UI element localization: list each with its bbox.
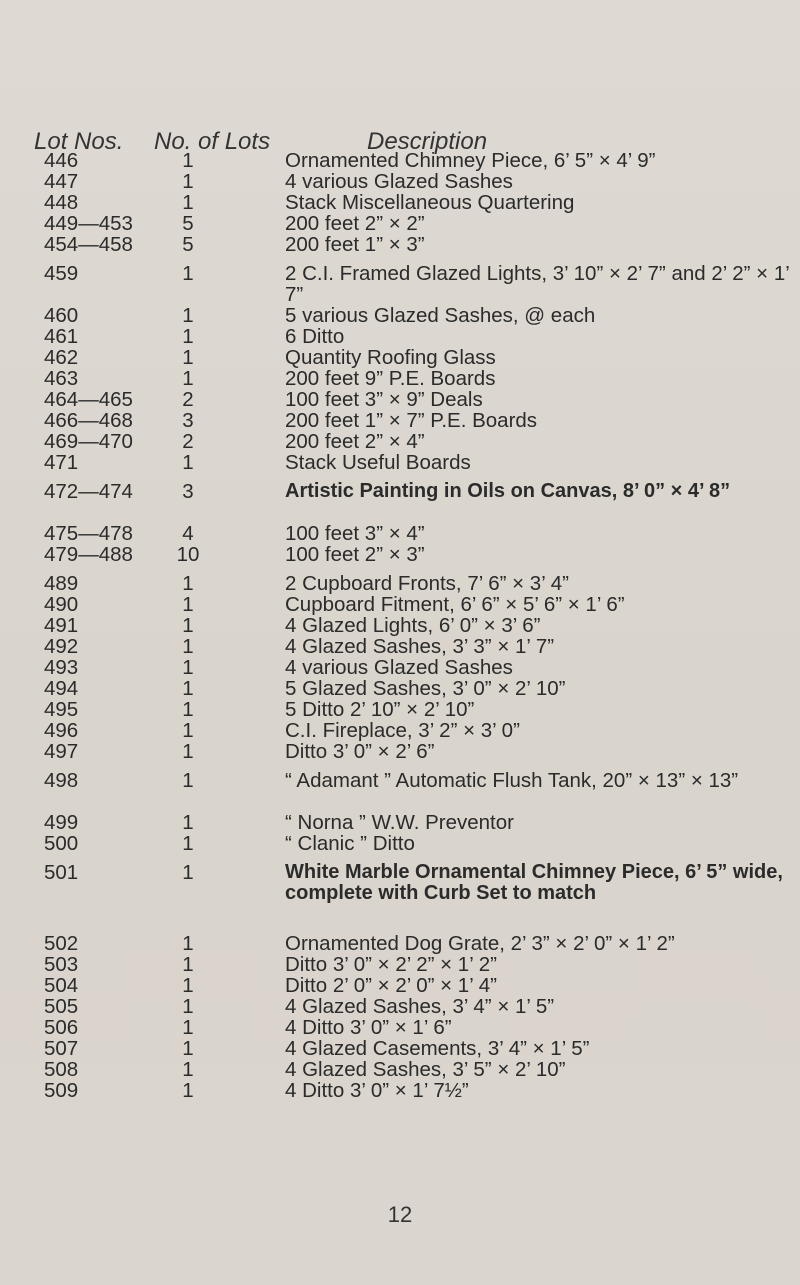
lot-row bbox=[0, 544, 800, 565]
lot-description: Ditto 2’ 0” × 2’ 0” × 1’ 4” bbox=[285, 974, 497, 997]
lot-number: 459 bbox=[44, 262, 79, 285]
lot-quantity: 1 bbox=[182, 1037, 194, 1060]
lot-number: 466—468 bbox=[44, 409, 133, 432]
lot-description: Stack Miscellaneous Quartering bbox=[285, 191, 575, 214]
lot-number: 501 bbox=[44, 861, 79, 884]
lot-description: Quantity Roofing Glass bbox=[285, 346, 496, 369]
lot-quantity: 1 bbox=[182, 304, 194, 327]
lot-description: 200 feet 1” × 3” bbox=[285, 233, 425, 256]
lot-description: “ Norna ” W.W. Preventor bbox=[285, 811, 514, 834]
lot-description: 2 Cupboard Fronts, 7’ 6” × 3’ 4” bbox=[285, 572, 569, 595]
lot-quantity: 1 bbox=[182, 932, 194, 955]
lot-number: 461 bbox=[44, 325, 79, 348]
lot-number: 509 bbox=[44, 1079, 79, 1102]
lot-row bbox=[0, 1038, 800, 1059]
lot-description: Artistic Painting in Oils on Canvas, 8’ 0” × 4’ 8” bbox=[285, 480, 731, 502]
lot-number: 506 bbox=[44, 1016, 79, 1039]
lot-description: 4 Glazed Sashes, 3’ 3” × 1’ 7” bbox=[285, 635, 555, 658]
lot-quantity: 1 bbox=[182, 635, 194, 658]
lot-row bbox=[0, 431, 800, 452]
lot-row bbox=[0, 636, 800, 657]
lot-quantity: 10 bbox=[176, 543, 200, 566]
lot-number: 493 bbox=[44, 656, 79, 679]
lot-description: 100 feet 3” × 9” Deals bbox=[285, 388, 483, 411]
lot-description: White Marble Ornamental Chimney Piece, 6’ 5” wide, complete with Curb Set to match bbox=[285, 861, 783, 904]
lot-quantity: 5 bbox=[182, 233, 194, 256]
lot-number: 454—458 bbox=[44, 233, 133, 256]
lot-description: 100 feet 2” × 3” bbox=[285, 543, 425, 566]
lot-quantity: 4 bbox=[182, 522, 194, 545]
lot-row bbox=[0, 975, 800, 996]
lot-quantity: 1 bbox=[182, 995, 194, 1018]
lot-description: Ditto 3’ 0” × 2’ 2” × 1’ 2” bbox=[285, 953, 497, 976]
lot-number: 505 bbox=[44, 995, 79, 1018]
lot-row bbox=[0, 192, 800, 213]
lot-number: 448 bbox=[44, 191, 79, 214]
lot-number: 491 bbox=[44, 614, 79, 637]
lot-number: 460 bbox=[44, 304, 79, 327]
lot-quantity: 1 bbox=[182, 656, 194, 679]
lot-list bbox=[0, 150, 800, 1101]
lot-row bbox=[0, 657, 800, 678]
lot-number: 463 bbox=[44, 367, 79, 390]
header-lot-nos: Lot Nos. bbox=[34, 128, 124, 155]
lot-number: 490 bbox=[44, 593, 79, 616]
lot-description: 6 Ditto bbox=[285, 325, 345, 348]
lot-row bbox=[0, 213, 800, 234]
lot-row bbox=[0, 741, 800, 762]
lot-number: 507 bbox=[44, 1037, 79, 1060]
lot-row bbox=[0, 1059, 800, 1080]
lot-quantity: 1 bbox=[182, 953, 194, 976]
lot-row bbox=[0, 678, 800, 699]
lot-row bbox=[0, 1080, 800, 1101]
lot-number: 479—488 bbox=[44, 543, 133, 566]
lot-row bbox=[0, 862, 800, 925]
lot-description: Ditto 3’ 0” × 2’ 6” bbox=[285, 740, 435, 763]
lot-description: 5 various Glazed Sashes, @ each bbox=[285, 304, 596, 327]
lot-number: 503 bbox=[44, 953, 79, 976]
lot-row bbox=[0, 833, 800, 854]
lot-description: 4 Glazed Sashes, 3’ 4” × 1’ 5” bbox=[285, 995, 555, 1018]
lot-number: 508 bbox=[44, 1058, 79, 1081]
lot-number: 496 bbox=[44, 719, 79, 742]
lot-number: 447 bbox=[44, 170, 79, 193]
lot-row bbox=[0, 263, 800, 305]
lot-quantity: 1 bbox=[182, 861, 194, 884]
lot-description: 200 feet 2” × 2” bbox=[285, 212, 425, 235]
lot-quantity: 1 bbox=[182, 974, 194, 997]
lot-quantity: 2 bbox=[182, 430, 194, 453]
lot-description: Ornamented Chimney Piece, 6’ 5” × 4’ 9” bbox=[285, 149, 656, 172]
lot-number: 492 bbox=[44, 635, 79, 658]
lot-row bbox=[0, 410, 800, 431]
lot-quantity: 1 bbox=[182, 572, 194, 595]
lot-number: 469—470 bbox=[44, 430, 133, 453]
lot-number: 502 bbox=[44, 932, 79, 955]
lot-quantity: 1 bbox=[182, 325, 194, 348]
lot-row bbox=[0, 150, 800, 171]
lot-number: 499 bbox=[44, 811, 79, 834]
lot-number: 494 bbox=[44, 677, 79, 700]
lot-description: 200 feet 1” × 7” P.E. Boards bbox=[285, 409, 538, 432]
lot-description: 4 Ditto 3’ 0” × 1’ 6” bbox=[285, 1016, 452, 1039]
lot-quantity: 1 bbox=[182, 811, 194, 834]
page-number: 12 bbox=[387, 1202, 413, 1227]
lot-row bbox=[0, 996, 800, 1017]
lot-number: 462 bbox=[44, 346, 79, 369]
lot-row bbox=[0, 954, 800, 975]
lot-row bbox=[0, 699, 800, 720]
lot-number: 498 bbox=[44, 769, 79, 792]
lot-description: 5 Ditto 2’ 10” × 2’ 10” bbox=[285, 698, 475, 721]
lot-quantity: 1 bbox=[182, 191, 194, 214]
lot-row bbox=[0, 1017, 800, 1038]
lot-number: 489 bbox=[44, 572, 79, 595]
lot-number: 472—474 bbox=[44, 480, 133, 503]
lot-description: 2 C.I. Framed Glazed Lights, 3’ 10” × 2’ 7” and 2’ 2” × 1’ 7” bbox=[285, 262, 790, 306]
lot-number: 449—453 bbox=[44, 212, 133, 235]
lot-row bbox=[0, 615, 800, 636]
lot-quantity: 5 bbox=[182, 212, 194, 235]
lot-number: 471 bbox=[44, 451, 79, 474]
lot-row bbox=[0, 523, 800, 544]
lot-description: 4 Glazed Lights, 6’ 0” × 3’ 6” bbox=[285, 614, 541, 637]
lot-row bbox=[0, 812, 800, 833]
lot-row bbox=[0, 234, 800, 255]
lot-description: C.I. Fireplace, 3’ 2” × 3’ 0” bbox=[285, 719, 520, 742]
lot-quantity: 1 bbox=[182, 149, 194, 172]
lot-description: 5 Glazed Sashes, 3’ 0” × 2’ 10” bbox=[285, 677, 566, 700]
lot-description: “ Adamant ” Automatic Flush Tank, 20” × 13” × 13” bbox=[285, 769, 739, 792]
lot-row bbox=[0, 305, 800, 326]
lot-row bbox=[0, 770, 800, 812]
lot-row bbox=[0, 933, 800, 954]
lot-quantity: 1 bbox=[182, 832, 194, 855]
lot-quantity: 1 bbox=[182, 451, 194, 474]
lot-quantity: 3 bbox=[182, 409, 194, 432]
lot-row bbox=[0, 594, 800, 615]
lot-quantity: 1 bbox=[182, 367, 194, 390]
lot-quantity: 1 bbox=[182, 698, 194, 721]
lot-description: “ Clanic ” Ditto bbox=[285, 832, 415, 855]
lot-number: 464—465 bbox=[44, 388, 133, 411]
lot-row bbox=[0, 481, 800, 523]
lot-description: 4 Ditto 3’ 0” × 1’ 7½” bbox=[285, 1079, 469, 1102]
lot-number: 500 bbox=[44, 832, 79, 855]
header-description: Description bbox=[367, 128, 488, 155]
lot-quantity: 1 bbox=[182, 769, 194, 792]
lot-quantity: 1 bbox=[182, 346, 194, 369]
lot-quantity: 1 bbox=[182, 614, 194, 637]
lot-quantity: 2 bbox=[182, 388, 194, 411]
lot-quantity: 1 bbox=[182, 262, 194, 285]
lot-row bbox=[0, 326, 800, 347]
lot-row bbox=[0, 720, 800, 741]
lot-quantity: 1 bbox=[182, 719, 194, 742]
lot-row bbox=[0, 389, 800, 410]
lot-description: Ornamented Dog Grate, 2’ 3” × 2’ 0” × 1’ 2” bbox=[285, 932, 675, 955]
lot-row bbox=[0, 347, 800, 368]
lot-quantity: 1 bbox=[182, 170, 194, 193]
lot-description: 4 Glazed Casements, 3’ 4” × 1’ 5” bbox=[285, 1037, 590, 1060]
lot-row bbox=[0, 452, 800, 473]
lot-quantity: 1 bbox=[182, 1016, 194, 1039]
lot-number: 504 bbox=[44, 974, 79, 997]
lot-quantity: 1 bbox=[182, 1079, 194, 1102]
lot-quantity: 1 bbox=[182, 593, 194, 616]
lot-number: 475—478 bbox=[44, 522, 133, 545]
lot-number: 497 bbox=[44, 740, 79, 763]
lot-description: 200 feet 9” P.E. Boards bbox=[285, 367, 496, 390]
lot-description: Cupboard Fitment, 6’ 6” × 5’ 6” × 1’ 6” bbox=[285, 593, 625, 616]
lot-quantity: 3 bbox=[182, 480, 194, 503]
lot-description: 100 feet 3” × 4” bbox=[285, 522, 425, 545]
lot-row bbox=[0, 171, 800, 192]
lot-description: 4 various Glazed Sashes bbox=[285, 656, 513, 679]
lot-description: 200 feet 2” × 4” bbox=[285, 430, 425, 453]
header-no-of-lots: No. of Lots bbox=[154, 128, 271, 155]
lot-description: 4 Glazed Sashes, 3’ 5” × 2’ 10” bbox=[285, 1058, 566, 1081]
lot-quantity: 1 bbox=[182, 677, 194, 700]
lot-number: 446 bbox=[44, 149, 79, 172]
lot-row bbox=[0, 368, 800, 389]
lot-quantity: 1 bbox=[182, 1058, 194, 1081]
lot-quantity: 1 bbox=[182, 740, 194, 763]
lot-description: Stack Useful Boards bbox=[285, 451, 471, 474]
lot-number: 495 bbox=[44, 698, 79, 721]
lot-row bbox=[0, 573, 800, 594]
lot-description: 4 various Glazed Sashes bbox=[285, 170, 513, 193]
